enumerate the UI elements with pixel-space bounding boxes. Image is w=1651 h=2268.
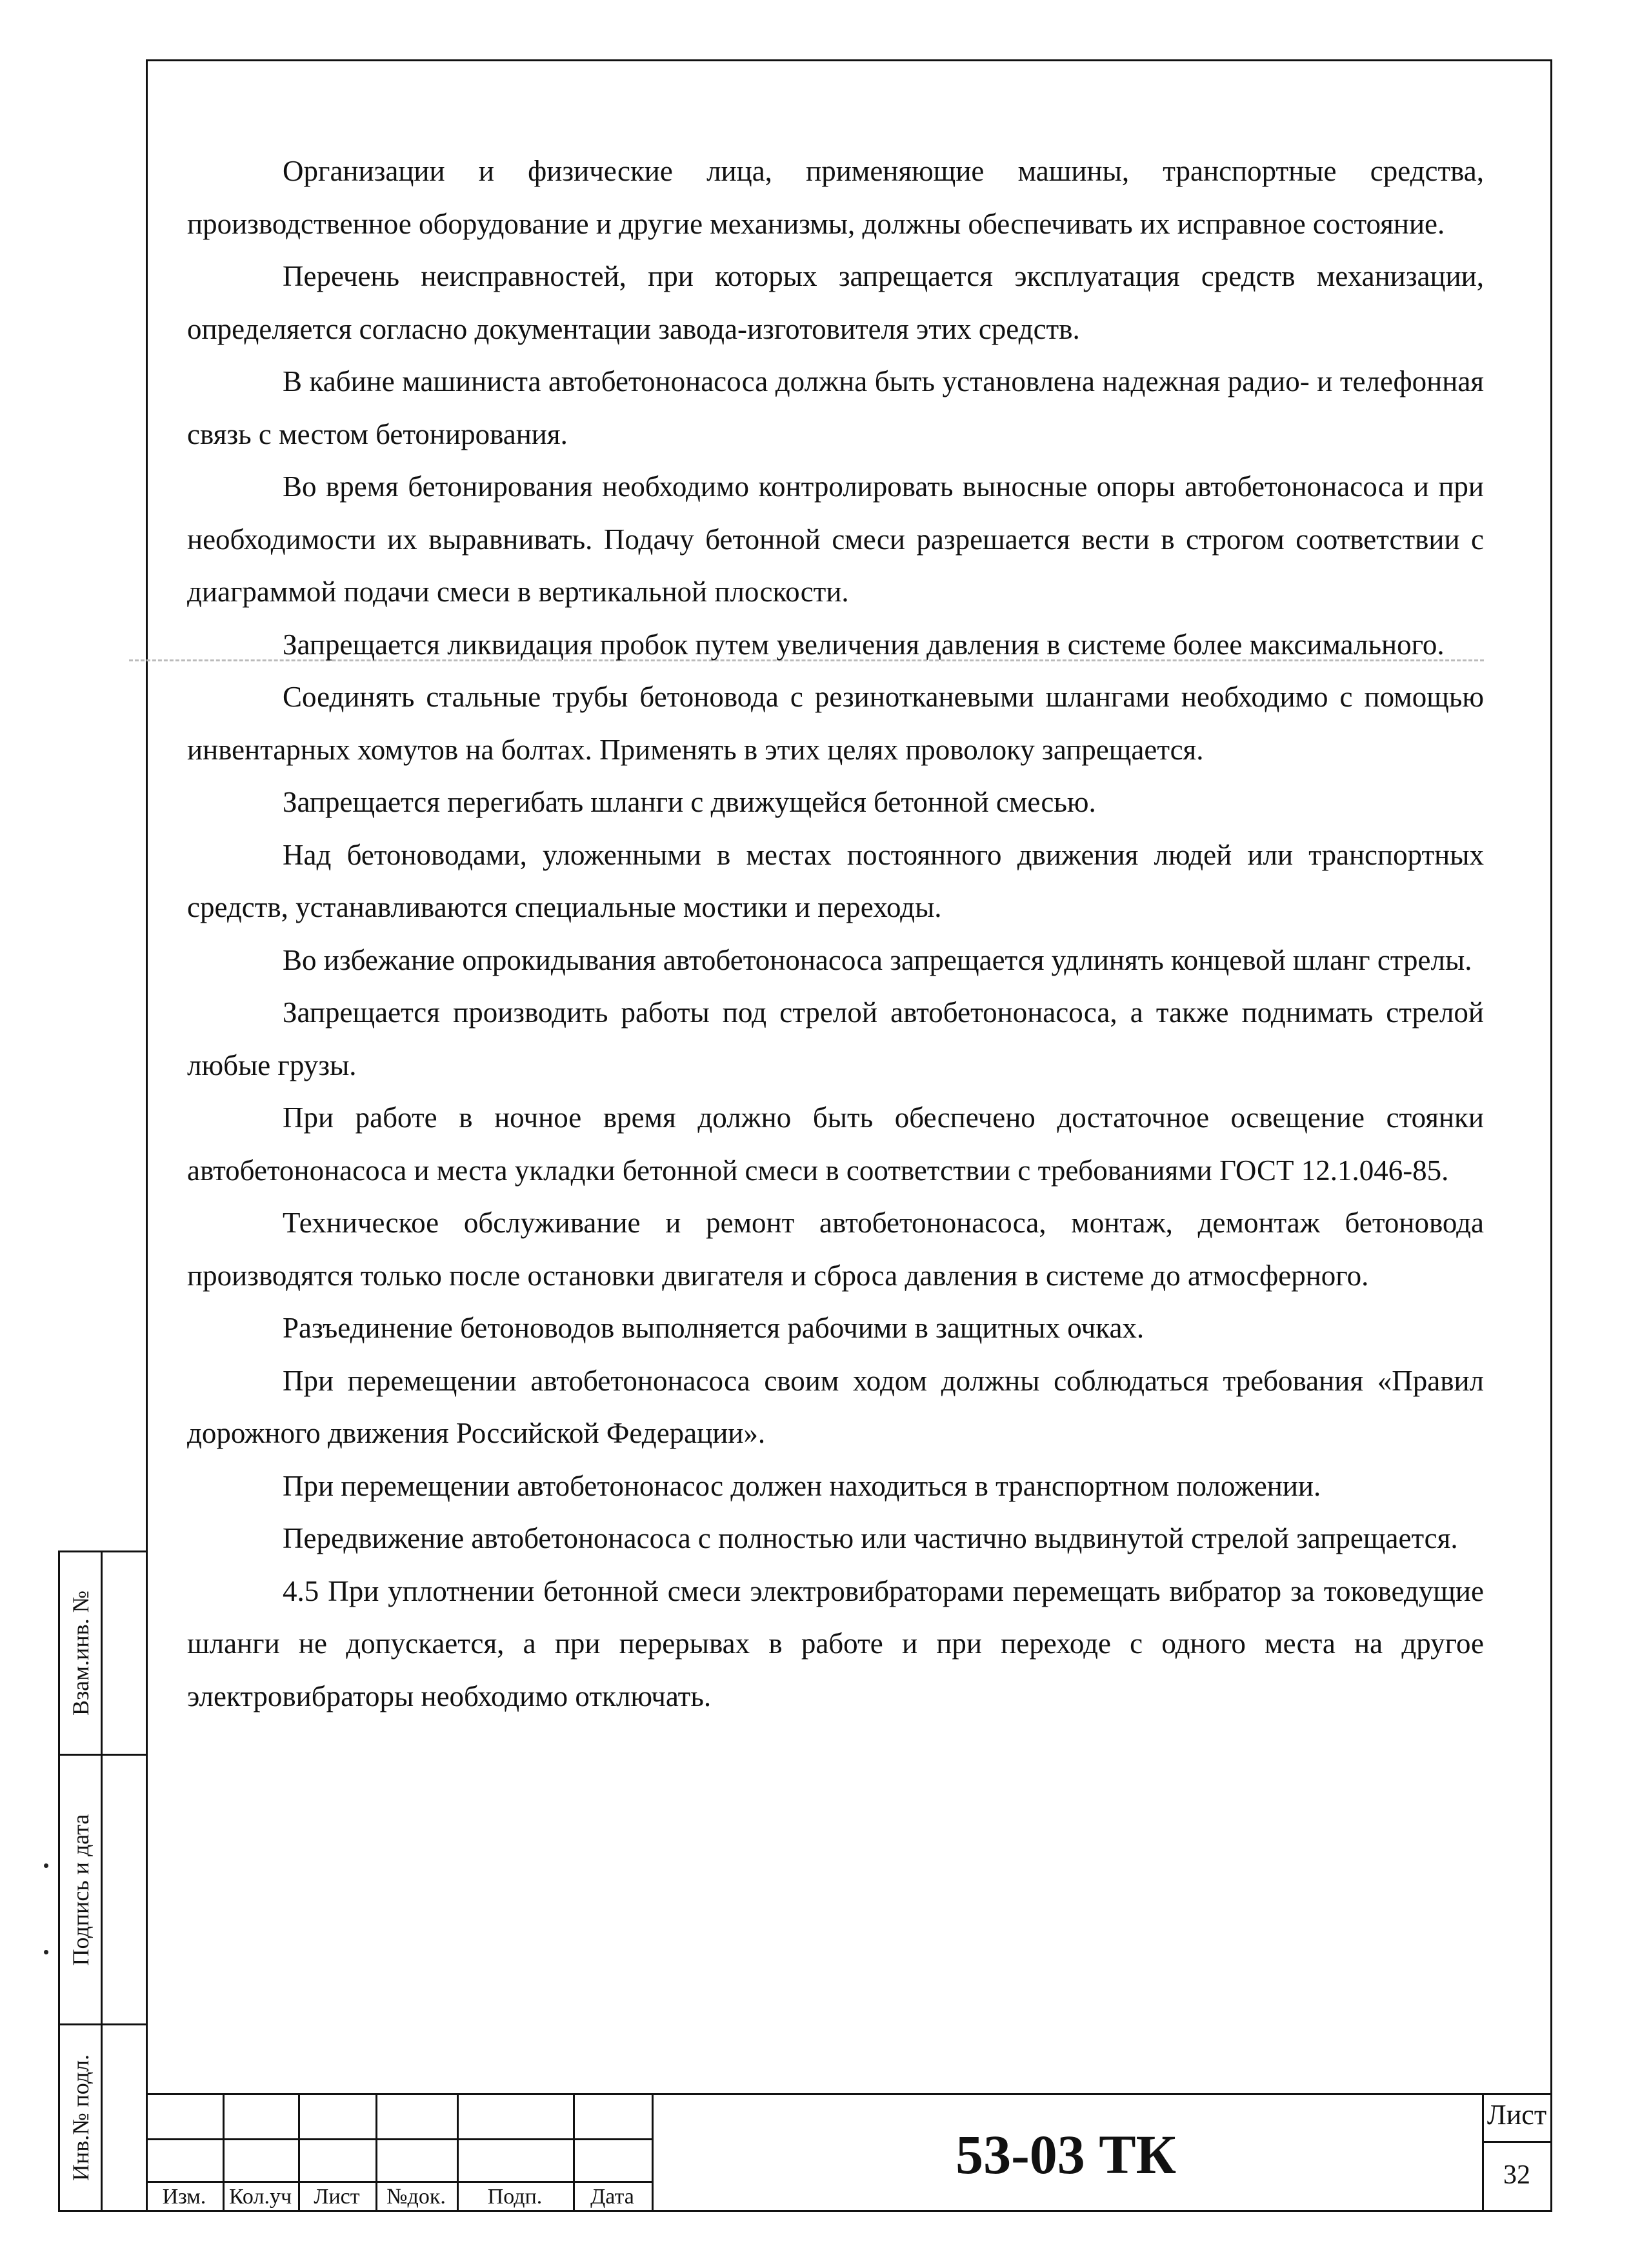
document-code: 53-03 ТК [956,2123,1176,2185]
sheet-number: 32 [1503,2160,1530,2190]
paragraph: 4.5 При уплотнении бетонной смеси электровибраторами перемещать вибратор за токоведущие шланги не допускается, а при перерывах в работе и при переходе с одного места на другое электровибраторы необходимо отключать. [187,1574,1484,1712]
title-header-sheet: Лист [314,2185,360,2209]
title-header-count: Кол.уч [228,2185,292,2209]
side-label: Взам.инв. № [67,1591,94,1716]
title-header-revision: Изм. [162,2185,206,2209]
paragraph: Организации и физические лица, применяющие машины, транспортные средства, производственное оборудование и другие механизмы, должны обеспечивать их исправное состояние. [187,155,1484,240]
side-field-replaced-inventory [58,1550,148,1756]
side-field-original-inventory [58,2023,148,2212]
paragraph: При перемещении автобетононасоса своим ходом должны соблюдаться требования «Правил дорожного движения Российской Федерации». [187,1364,1484,1449]
paragraph: Запрещается производить работы под стрелой автобетононасоса, а также поднимать стрелой любые грузы. [187,996,1484,1081]
title-header-date: Дата [590,2185,634,2209]
paragraph: Во избежание опрокидывания автобетононасоса запрещается удлинять концевой шланг стрелы. [283,943,1472,976]
paragraph: Разъединение бетоноводов выполняется рабочими в защитных очках. [283,1312,1145,1344]
scan-artifact-dot [44,1950,48,1954]
side-label: Подпись и дата [67,1814,94,1965]
paragraph: При перемещении автобетононасос должен находиться в транспортном положении. [283,1469,1321,1502]
paragraph: При работе в ночное время должно быть обеспечено достаточное освещение стоянки автобетононасоса и места укладки бетонной смеси в соответствии с требованиями ГОСТ 12.1.046-85. [187,1101,1484,1187]
title-header-signature: Подп. [487,2185,543,2209]
side-field-signature-date [58,1754,148,2025]
sheet-label: Лист [1486,2099,1547,2131]
paragraph: Передвижение автобетононасоса с полностью или частично выдвинутой стрелой запрещается. [283,1522,1458,1554]
title-header-doc-number: №док. [386,2185,446,2209]
paragraph: Соединять стальные трубы бетоновода с резинотканевыми шлангами необходимо с помощью инвентарных хомутов на болтах. Применять в этих целях проволоку запрещается. [187,681,1484,766]
paragraph: Запрещается перегибать шланги с движущейся бетонной смесью. [283,786,1096,818]
paragraph: В кабине машиниста автобетононасоса должна быть установлена надежная радио- и телефонная связь с местом бетонирования. [187,365,1484,450]
paragraph: Над бетоноводами, уложенными в местах постоянного движения людей или транспортных средств, устанавливаются специальные мостики и переходы. [187,838,1484,923]
paragraph: Перечень неисправностей, при которых запрещается эксплуатация средств механизации, определяется согласно документации завода-изготовителя этих средств. [187,260,1484,345]
paragraph: Запрещается ликвидация пробок путем увеличения давления в системе более максимального. [283,628,1445,661]
side-label: Инв.№ подл. [67,2054,94,2182]
scan-artifact-dot [44,1863,48,1868]
body-text [187,145,1484,1723]
paragraph: Техническое обслуживание и ремонт автобетононасоса, монтаж, демонтаж бетоновода производятся только после остановки двигателя и сброса давления в системе до атмосферного. [187,1207,1484,1292]
paragraph: Во время бетонирования необходимо контролировать выносные опоры автобетононасоса и при необходимости их выравнивать. Подачу бетонной смеси разрешается вести в строгом соответствии с диаграммой подачи смеси в вертикальной плоскости. [187,470,1484,608]
